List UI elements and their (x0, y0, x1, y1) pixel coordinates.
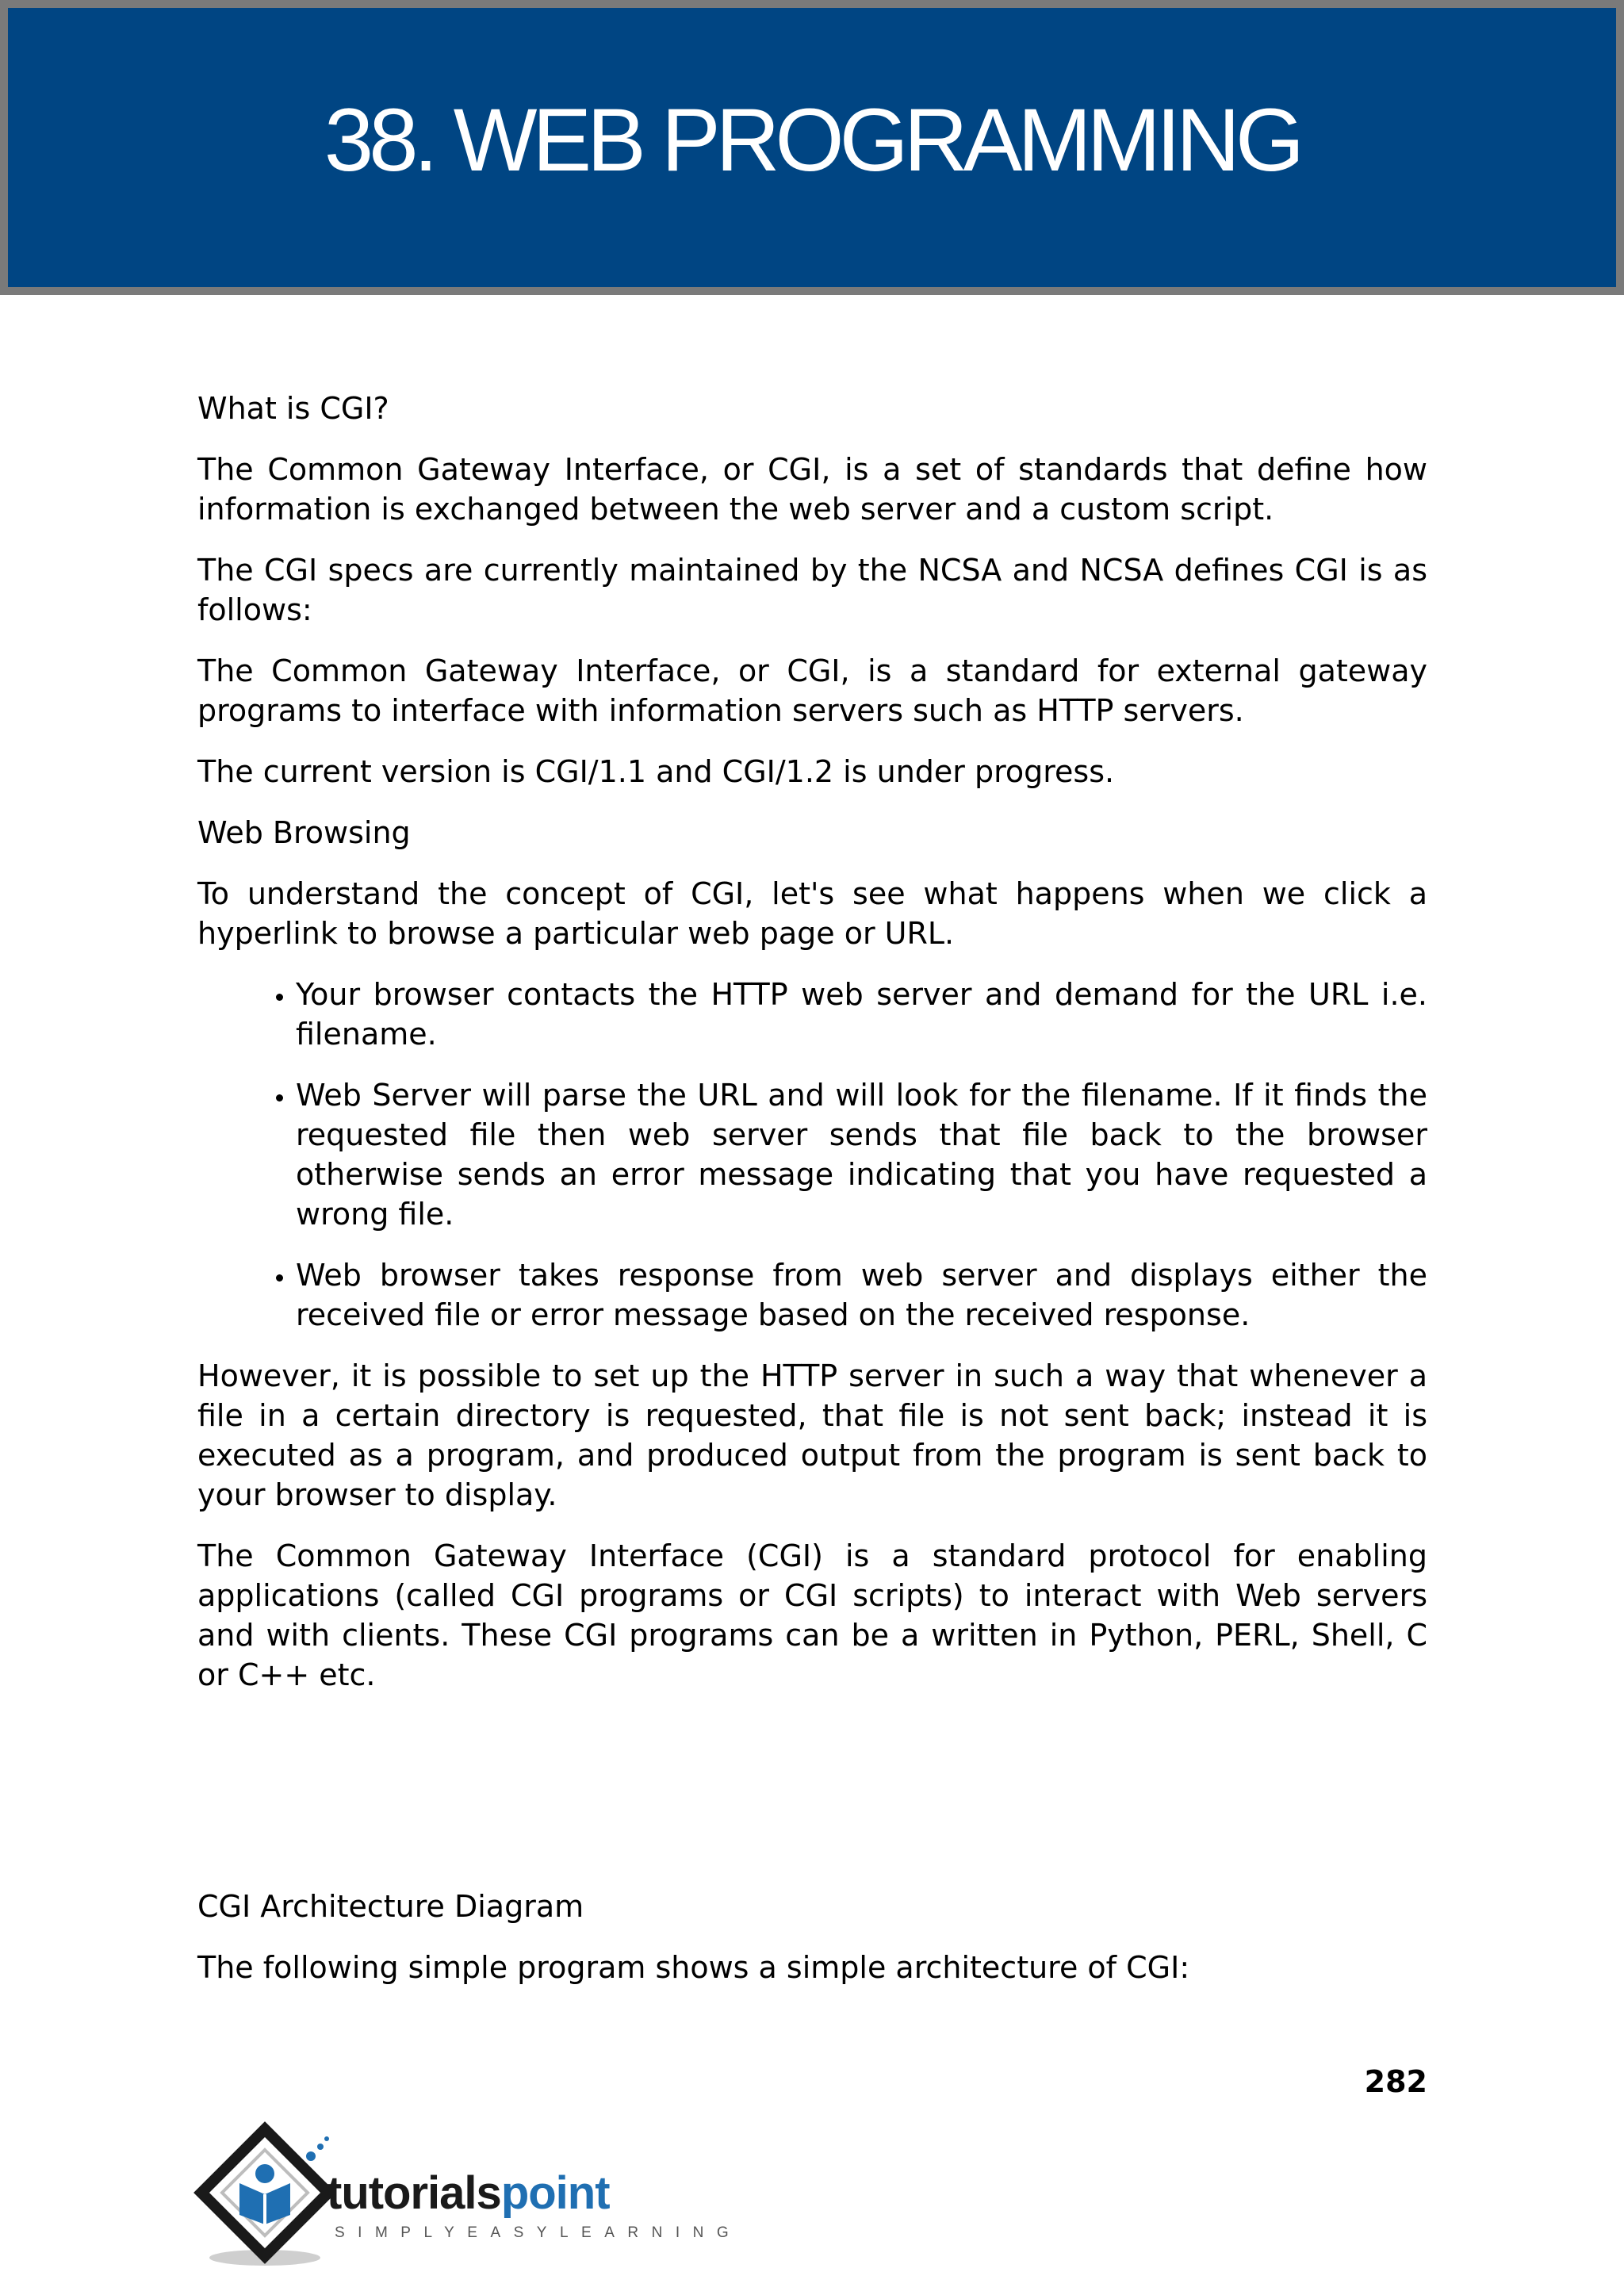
logo-dot (317, 2144, 324, 2150)
paragraph-cgi-version: The current version is CGI/1.1 and CGI/1.2 is under progress. (197, 754, 1115, 789)
paragraph-cgi-definition: The Common Gateway Interface, or CGI, is a set of standards that define how information is exchanged between the web server and a custom script. (197, 452, 1427, 527)
paragraph-http-server-setup: However, it is possible to set up the HTTP server in such a way that whenever a file in a certain directory is requested, that file is not sent back; instead it is executed as a program, and produced output from the program is sent back to your browser to display. (197, 1358, 1427, 1512)
logo-wordmark (327, 2167, 610, 2219)
paragraph-ncsa-definition: The Common Gateway Interface, or CGI, is a standard for external gateway programs to interface with information servers such as HTTP servers. (197, 653, 1427, 728)
browsing-steps-list (197, 975, 1427, 1335)
section-heading-what-is-cgi: What is CGI? (197, 391, 389, 426)
logo-word-tutorials: tutorials (327, 2167, 501, 2219)
paragraph-browsing-intro: To understand the concept of CGI, let's see what happens when we click a hyperlink to browse a particular web page or URL. (197, 876, 1427, 951)
person-head-icon (255, 2164, 274, 2183)
logo-tagline: SIMPLYEASYLEARNING (335, 2224, 742, 2241)
logo-graphic (193, 2121, 742, 2272)
logo-word-point: point (500, 2167, 610, 2219)
logo-dot (306, 2151, 316, 2161)
paragraph-cgi-protocol: The Common Gateway Interface (CGI) is a standard protocol for enabling applications (called CGI programs or CGI scripts) to interact with Web servers and with clients. These CGI programs can be a written in Python, PERL, Shell, C or C++ etc. (197, 1538, 1427, 1692)
chapter-title: 38. WEB PROGRAMMING (324, 90, 1300, 190)
section-heading-cgi-architecture: CGI Architecture Diagram (197, 1889, 584, 1924)
list-item: • Web browser takes response from web server and displays either the received file or error message based on the received response. (296, 1255, 1427, 1335)
page-number: 282 (1364, 2064, 1427, 2099)
paragraph-ncsa-specs: The CGI specs are currently maintained by the NCSA and NCSA defines CGI is as follows: (197, 553, 1427, 627)
list-item: • Your browser contacts the HTTP web server and demand for the URL i.e. filename. (296, 975, 1427, 1054)
logo-dot (324, 2136, 329, 2141)
page-content (197, 389, 1427, 2009)
spacer (197, 1716, 1427, 1887)
tutorialspoint-logo (193, 2121, 742, 2272)
section-heading-web-browsing: Web Browsing (197, 815, 411, 850)
list-item: • Web Server will parse the URL and will look for the filename. If it finds the requested file then web server sends that file back to the browser otherwise sends an error message indicating that you have requested a wrong file. (296, 1075, 1427, 1234)
paragraph-architecture-intro: The following simple program shows a simple architecture of CGI: (197, 1950, 1190, 1985)
